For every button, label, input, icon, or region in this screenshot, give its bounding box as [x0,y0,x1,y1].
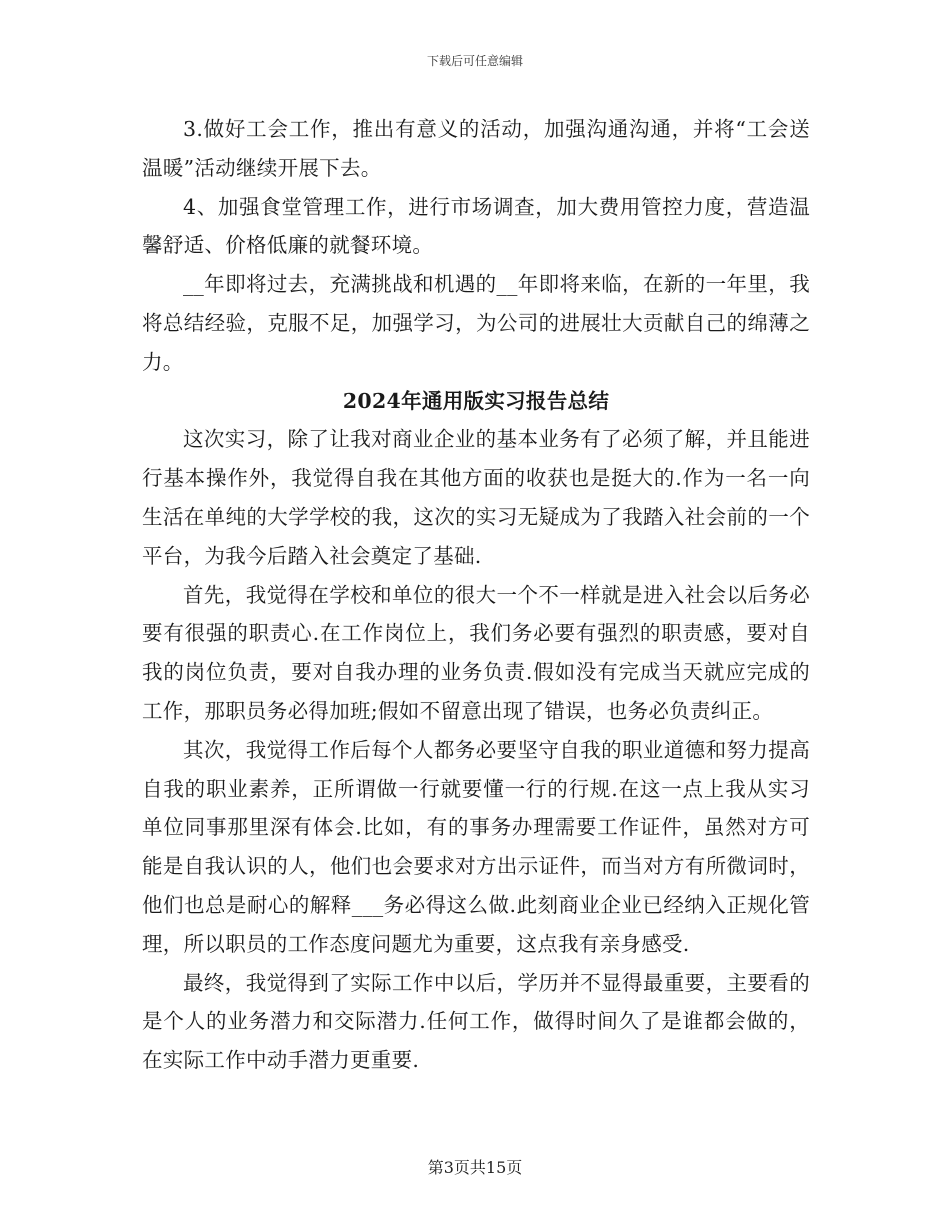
paragraph-canteen-management: 4、加强食堂管理工作，进行市场调查，加大费用管控力度，营造温馨舒适、价格低廉的就餐环境。 [142,194,810,258]
paragraph-internship-gains: 这次实习，除了让我对商业企业的基本业务有了必须了解，并且能进行基本操作外，我觉得自我在其他方面的收获也是挺大的.作为一名一向生活在单纯的大学学校的我，这次的实习无疑成为了我踏入社会前的一个平台，为我今后踏入社会奠定了基础. [142,427,810,568]
paragraph-union-work: 3.做好工会工作，推出有意义的活动，加强沟通沟通，并将“工会送温暖”活动继续开展下去。 [142,117,810,180]
paragraph-year-closing: __年即将过去，充满挑战和机遇的__年即将来临，在新的一年里，我将总结经验，克服不足，加强学习，为公司的进展壮大贡献自己的绵薄之力。 [142,272,810,374]
document-body [142,110,810,1080]
section-title: 2024年通用版实习报告总结 [342,388,610,413]
page-number: 第3页共15页 [427,1158,523,1177]
paragraph-practical-ability: 最终，我觉得到了实际工作中以后，学历并不显得最重要，主要看的是个人的业务潜力和交际潜力.任何工作，做得时间久了是谁都会做的，在实际工作中动手潜力更重要. [142,970,810,1073]
header-note: 下载后可任意编辑 [426,54,523,68]
paragraph-responsibility: 首先，我觉得在学校和单位的很大一个不一样就是进入社会以后务必要有很强的职责心.在工作岗位上，我们务必要有强烈的职责感，要对自我的岗位负责，要对自我办理的业务负责.假如没有完成当天就应完成的工作，那职员务必得加班;假如不留意出现了错误，也务必负责纠正。 [142,582,810,723]
paragraph-professional-ethics: 其次，我觉得工作后每个人都务必要坚守自我的职业道德和努力提高自我的职业素养，正所谓做一行就要懂一行的行规.在这一点上我从实习单位同事那里深有体会.比如，有的事务办理需要工作证件，虽然对方可能是自我认识的人，他们也会要求对方出示证件，而当对方有所微词时，他们也总是耐心的解释___务必得这么做.此刻商业企业已经纳入正规化管理，所以职员的工作态度问题尤为重要，这点我有亲身感受. [142,737,810,956]
